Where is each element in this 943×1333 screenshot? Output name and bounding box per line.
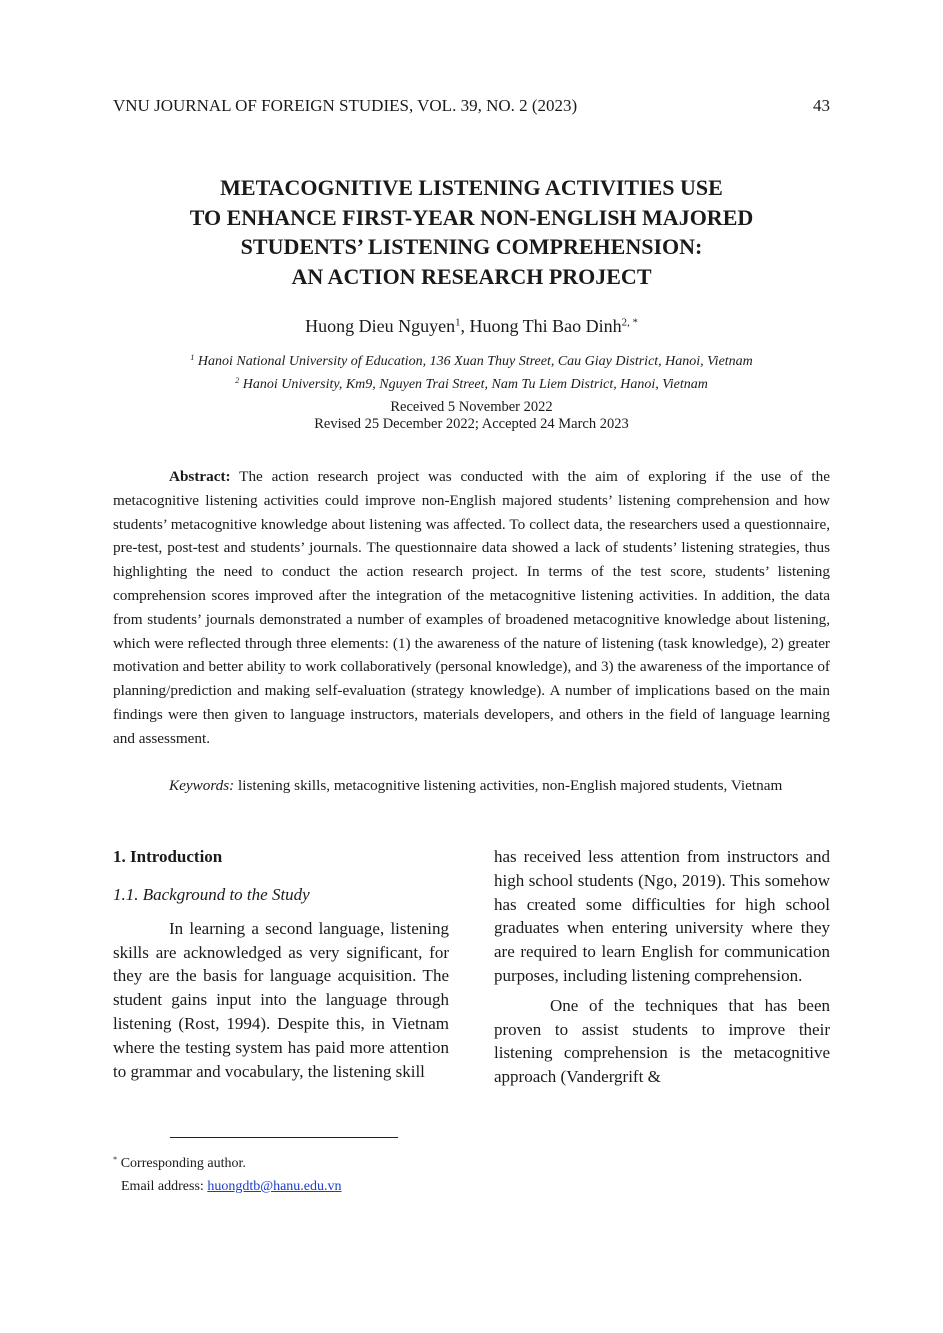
body-column-left bbox=[113, 845, 449, 1083]
body-paragraph: In learning a second language, listening skills are acknowledged as very significant, for they are the basis for language acquisition. The student gains input into the language through listening (Rost, 1994). Despite this, in Vietnam where the testing system has paid more attention to grammar and vocabulary, the listening skill bbox=[113, 918, 449, 1081]
footnote-text: Corresponding author. bbox=[117, 1156, 246, 1171]
keywords bbox=[113, 775, 830, 797]
article-title bbox=[113, 173, 830, 291]
title-line: AN ACTION RESEARCH PROJECT bbox=[291, 263, 652, 289]
author-separator: , bbox=[460, 316, 470, 336]
affiliation-text: Hanoi National University of Education, 136 Xuan Thuy Street, Cau Giay District, Hanoi, Vietnam bbox=[194, 354, 753, 369]
body-column-right bbox=[494, 845, 830, 1089]
footnote-divider bbox=[170, 1137, 398, 1138]
article-dates bbox=[113, 399, 830, 433]
page-number: 43 bbox=[813, 96, 830, 115]
abstract-label: Abstract: bbox=[169, 468, 231, 485]
title-line: STUDENTS’ LISTENING COMPREHENSION: bbox=[240, 234, 703, 259]
section-heading: 1. Introduction bbox=[113, 847, 223, 866]
body-paragraph: One of the techniques that has been proven to assist students to improve their listening comprehension is the metacognitive approach (Vandergrift & bbox=[494, 995, 830, 1087]
subsection-heading: 1.1. Background to the Study bbox=[113, 885, 310, 904]
title-line: TO ENHANCE FIRST-YEAR NON-ENGLISH MAJORED bbox=[189, 204, 754, 230]
keywords-label: Keywords: bbox=[169, 777, 235, 794]
affiliation bbox=[113, 376, 830, 394]
author-list bbox=[113, 315, 830, 337]
abstract-text: The action research project was conducted with the aim of exploring if the use of the metacognitive listening activities could improve non-English majored students’ listening comprehension and how students’ metacognitive knowledge about listening was affected. To collect data, the researchers used a questionnaire, pre-test, post-test and students’ journals. The questionnaire data showed a lack of students’ listening strategies, thus highlighting the need to conduct the action research project. In terms of the test score, students’ listening comprehension scores improved after the integration of the metacognitive listening activities. In addition, the data from students’ journals demonstrated a number of examples of broadened metacognitive knowledge about listening, which were reflected through three elements: (1) the awareness of the nature of listening (task knowledge), 2) greater motivation and better ability to work collaboratively (personal knowledge), and 3) the awareness of the importance of planning/prediction and making self-evaluation (strategy knowledge). A number of implications based on the main findings were then given to language instructors, materials developers, and others in the field of language learning and assessment. bbox=[113, 468, 830, 747]
email-link[interactable]: huongdtb@hanu.edu.vn bbox=[207, 1179, 342, 1194]
abstract bbox=[113, 465, 830, 751]
received-date: Received 5 November 2022 bbox=[390, 399, 553, 415]
body-paragraph: has received less attention from instructors and high school students (Ngo, 2019). This somehow has created some difficulties for high school graduates when entering university where they are required to learn English for communication purposes, including listening comprehension. bbox=[494, 847, 830, 985]
affiliation-mark: 1 bbox=[190, 352, 195, 362]
title-line: METACOGNITIVE LISTENING ACTIVITIES USE bbox=[220, 175, 723, 200]
author-name: Huong Thi Bao Dinh bbox=[469, 316, 622, 336]
revised-accepted-date: Revised 25 December 2022; Accepted 24 March 2023 bbox=[314, 416, 629, 432]
footnote-email-line bbox=[113, 1175, 613, 1198]
affiliation-text: Hanoi University, Km9, Nguyen Trai Street, Nam Tu Liem District, Hanoi, Vietnam bbox=[239, 377, 708, 392]
affiliation-mark: 2 bbox=[235, 375, 240, 385]
author-affiliation-mark: 2, * bbox=[621, 316, 638, 329]
affiliation bbox=[113, 353, 830, 371]
author-affiliation-mark: 1 bbox=[455, 316, 461, 329]
email-label: Email address: bbox=[121, 1179, 208, 1194]
author-name: Huong Dieu Nguyen bbox=[305, 316, 456, 336]
journal-name: VNU JOURNAL OF FOREIGN STUDIES, VOL. 39, NO. 2 (2023) bbox=[113, 96, 578, 115]
abstract-paragraph bbox=[113, 465, 830, 751]
keywords-text: listening skills, metacognitive listening activities, non-English majored students, Vietnam bbox=[234, 777, 783, 794]
footnote-corresponding bbox=[113, 1152, 613, 1175]
footnote bbox=[113, 1152, 613, 1198]
footnote-mark: * bbox=[113, 1154, 118, 1164]
